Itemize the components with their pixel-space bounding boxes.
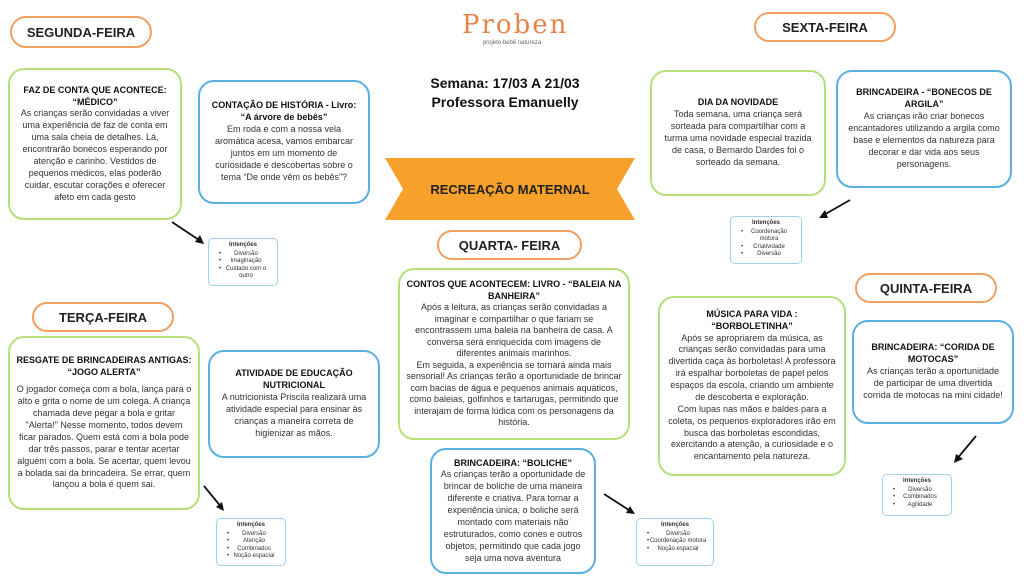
- card-text: As crianças terão a oportunidade de participar de uma divertida corrida de motocas na mini cidade!: [863, 366, 1003, 400]
- card-title: CONTOS QUE ACONTECEM: LIVRO - “BALEIA NA BANHEIRA”: [406, 279, 622, 301]
- intencoes-header: Intenções: [902, 478, 931, 484]
- intencoes-header: Intenções: [751, 220, 780, 226]
- intencoes-item: • Atenção: [221, 538, 281, 546]
- intencoes-item: • Diversão: [887, 487, 947, 495]
- arrow-icon: [814, 196, 854, 222]
- day-terca: TERÇA-FEIRA: [32, 302, 174, 332]
- intencoes-item: • Agilidade: [887, 502, 947, 510]
- intencoes-item: • Cuidado com o outro: [213, 266, 273, 281]
- card-text: A nutricionista Priscila realizará uma atividade especial para ensinar às crianças a maneira correta de higienizar as mãos.: [221, 392, 367, 438]
- intencoes-item: • Diversão: [213, 251, 273, 259]
- card-title: DIA DA NOVIDADE: [697, 97, 779, 108]
- intencoes-quarta: [636, 518, 714, 566]
- card-boliche: [430, 448, 596, 574]
- card-text: Em roda e com a nossa vela aromática acesa, vamos embarcar juntos em um momento de curiosidade e descobertas sobre o tema “De onde vêm os bebês”?: [214, 124, 354, 182]
- intencoes-sexta: [730, 216, 802, 264]
- intencoes-item: • Noção espacial: [221, 553, 281, 561]
- teacher-label: Professora Emanuelly: [431, 94, 579, 110]
- intencoes-quinta: [882, 474, 952, 516]
- card-title: RESGATE DE BRINCADEIRAS ANTIGAS: “JOGO ALERTA”: [16, 354, 192, 377]
- logo: [462, 10, 569, 52]
- card-text: As crianças terão a oportunidade de brincar de boliche de uma maneira diferente e criativa. Para tornar a experiência única, o boliche será montado com materiais não estruturados, como cones e outros objetos, permitindo que cada jogo seja uma nova aventura: [440, 469, 586, 563]
- intencoes-item: • Imaginação: [213, 258, 273, 266]
- arrow-icon: [946, 432, 982, 468]
- arrow-icon: [168, 218, 208, 248]
- intencoes-item: • Criatividade: [735, 244, 797, 252]
- card-title: BRINCADEIRA: “CORIDA DE MOTOCAS”: [871, 342, 995, 365]
- arrow-icon: [600, 490, 640, 520]
- card-title: CONTAÇÃO DE HISTÓRIA - Livro: “A árvore de bebês”: [211, 100, 357, 123]
- card-novidade: [650, 70, 826, 196]
- day-quarta: QUARTA- FEIRA: [437, 230, 582, 260]
- card-resgate: [8, 336, 200, 510]
- banner: [385, 158, 635, 220]
- intencoes-segunda: [208, 238, 278, 286]
- card-text: Toda semana, uma criança será sorteada para compartilhar com a turma uma novidade especial trazida de casa, o Bernardo Dardes foi o sorteado da semana.: [664, 109, 812, 167]
- card-text: Após se apropriarem da música, as crianças serão convidadas para uma divertida caça às borboletas! A professora irá espalhar borboletas de papel pelos espaços da escola, criando um ambiente de descoberta e exploração. Com lupas nas mãos e baldes para a coleta, os pequenos exploradores irão em busca das borboletas escondidas, exercitando a atenção, a curiosidade e o encantamento pela natureza.: [668, 332, 836, 462]
- intencoes-header: Intenções: [660, 522, 689, 528]
- intencoes-item: • Noção espacial: [641, 546, 709, 554]
- intencoes-header: Intenções: [228, 242, 257, 248]
- intencoes-header: Intenções: [236, 522, 265, 528]
- card-argila: [836, 70, 1012, 188]
- card-text: Após a leitura, as crianças serão convidadas a imaginar e compartilhar o que fariam se encontrassem uma baleia na banheira de casa. A conversa será enriquecida com imagens de diferentes animais marinhos. Em seguida, a experiência se tornará ainda mais sensorial! As crianças terão a oportunidade de brincar com bacias de água e pequenos animais aquáticos, como baleias, golfinhos e tartarugas, permitindo que interajam de forma lúdica com os personagens da história.: [406, 302, 622, 428]
- card-title: MÚSICA PARA VIDA : “BORBOLETINHA”: [706, 308, 798, 331]
- intencoes-item: • Combinados: [221, 546, 281, 554]
- intencoes-terca: [216, 518, 286, 566]
- card-title: ATIVIDADE DE EDUCAÇÃO NUTRICIONAL: [235, 368, 353, 391]
- day-segunda: SEGUNDA-FEIRA: [10, 16, 152, 48]
- logo-text: Proben: [462, 10, 569, 40]
- card-text: As crianças serão convidadas a viver uma experiência de faz de conta em uma sala cheia de detalhes. Lá, encontrarão bonecos esperando por atenção e carinho. Vestidos de pequenos médicos, elas poderão cuidar, escutar corações e oferecer afeto em cada gesto: [20, 108, 170, 202]
- intencoes-item: • Coordenação motora: [641, 538, 709, 546]
- intencoes-item: • Diversão: [221, 531, 281, 539]
- day-quinta: QUINTA-FEIRA: [855, 273, 997, 303]
- card-title: FAZ DE CONTA QUE ACONTECE: “MÉDICO”: [23, 84, 167, 107]
- banner-title: RECREAÇÃO MATERNAL: [430, 181, 590, 197]
- intencoes-item: • Combinados: [887, 494, 947, 502]
- card-motocas: [852, 320, 1014, 424]
- card-title: BRINCADEIRA: “BOLICHE”: [454, 457, 572, 468]
- card-faz-de-conta: [8, 68, 182, 220]
- logo-subtitle: projeto bebê natureza: [482, 40, 542, 46]
- card-title: BRINCADEIRA - “BONECOS DE ARGILA”: [856, 87, 992, 110]
- week-label: Semana: 17/03 A 21/03: [430, 75, 580, 91]
- intencoes-item: • Coordenação motora: [735, 229, 797, 244]
- card-contacao: [198, 80, 370, 204]
- card-text: As crianças irão criar bonecos encantadores utilizando a argila como base e elementos da natureza para decorar e dar vida aos seus personagens.: [848, 111, 1000, 169]
- card-text: O jogador começa com a bola, lança para o alto e grita o nome de um colega. A criança chamada deve pegar a bola e gritar "Alerta!" Nesse momento, todos devem ficar parados. Quem está com a bola pode dar três passos, parar e tentar acertar alguém com a bola. Se acertar, quem levou a bolada sai da brincadeira. Se errar, quem lançou a bola é quem sai.: [16, 384, 192, 490]
- card-musica: [658, 296, 846, 476]
- day-sexta: SEXTA-FEIRA: [754, 12, 896, 42]
- arrow-icon: [200, 482, 230, 516]
- intencoes-item: • Diversão: [735, 251, 797, 259]
- card-nutricional: [208, 350, 380, 458]
- card-contos: [398, 268, 630, 440]
- intencoes-item: • Diversão: [641, 531, 709, 539]
